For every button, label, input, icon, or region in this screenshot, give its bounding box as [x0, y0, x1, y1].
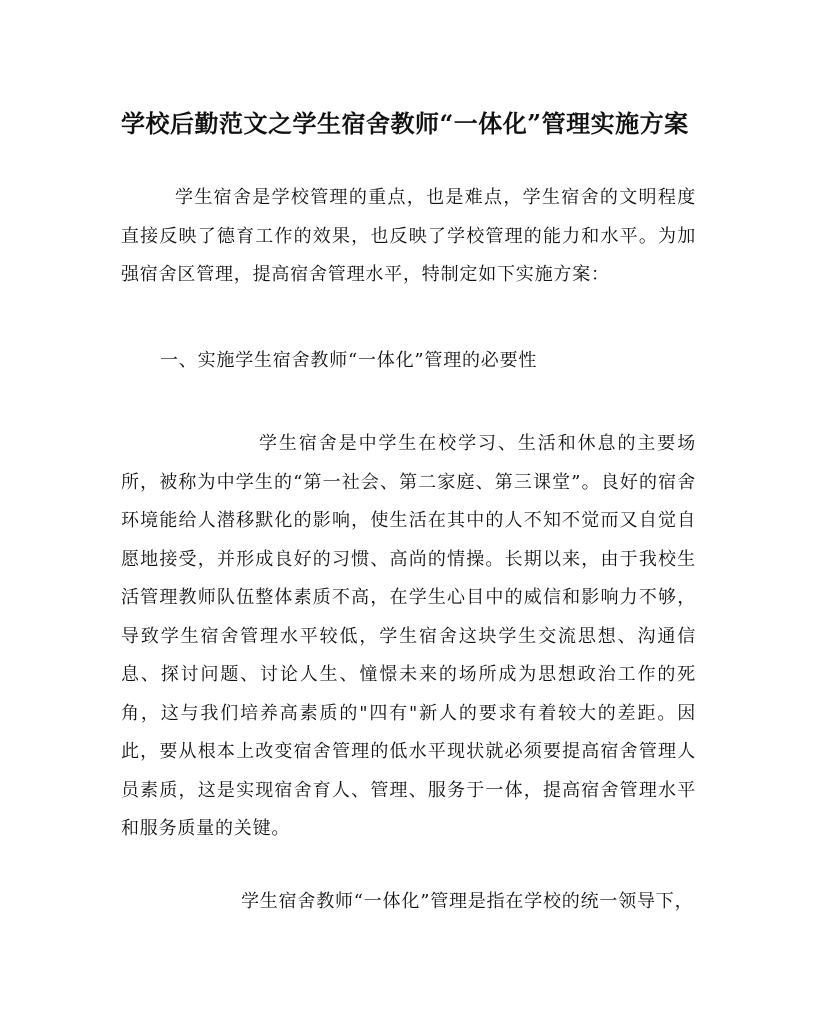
document-title: 学校后勤范文之学生宿舍教师“一体化”管理实施方案: [121, 109, 689, 138]
section-heading: 一、实施学生宿舍教师“一体化”管理的必要性: [160, 350, 538, 371]
body-paragraph-continued: 学生宿舍教师“一体化”管理是指在学校的统一领导下，: [241, 891, 694, 912]
body-paragraph: 学生宿舍是中学生在校学习、生活和休息的主要场所，被称为中学生的“第一社会、第二家庭、第三课堂”。良好的宿舍环境能给人潜移默化的影响，使生活在其中的人不知不觉而又自觉自愿地接受，并形成良好的习惯、高尚的情操。长期以来，由于我校生活管理教师队伍整体素质不高，在学生心目中的威信和影响力不够，导致学生宿舍管理水平较低，学生宿舍这块学生交流思想、沟通信息、探讨问题、讨论人生、憧憬未来的场所成为思想政治工作的死角，这与我们培养高素质的"四有"新人的要求有着较大的差距。因此，要从根本上改变宿舍管理的低水平现状就必须要提高宿舍管理人员素质，这是实现宿舍育人、管理、服务于一体，提高宿舍管理水平和服务质量的关键。: [121, 433, 696, 839]
intro-paragraph: 学生宿舍是学校管理的重点，也是难点，学生宿舍的文明程度直接反映了德育工作的效果，也反映了学校管理的能力和水平。为加强宿舍区管理，提高宿舍管理水平，特制定如下实施方案：: [121, 187, 696, 285]
